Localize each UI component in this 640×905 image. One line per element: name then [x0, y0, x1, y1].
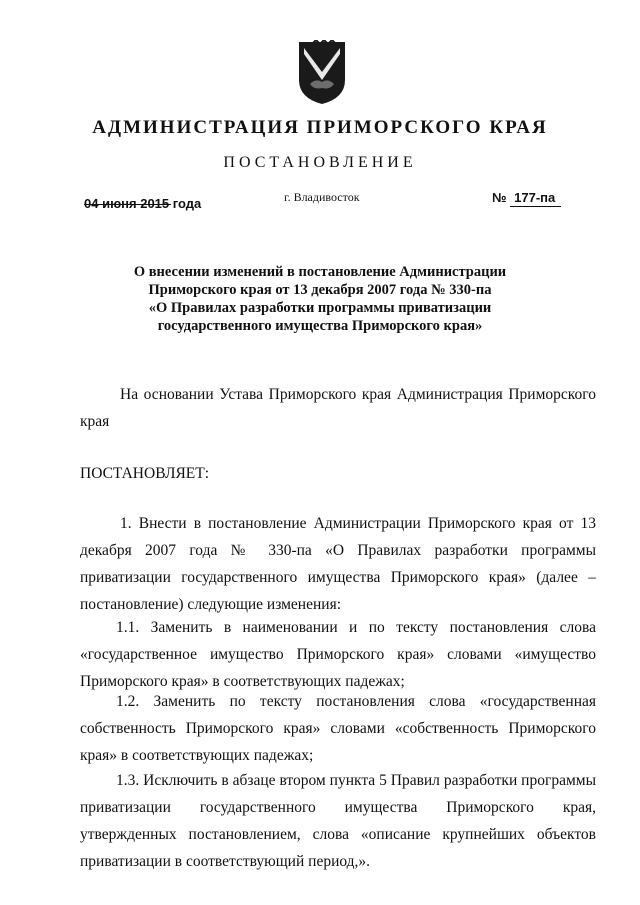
item-1-1: 1.1. Заменить в наименовании и по тексту постановления слова «государственное имущество Приморского края» словами «имущество Приморского края» в соответствующих падежах;: [80, 619, 596, 690]
basis-paragraph: На основании Устава Приморского края Администрация Приморского края: [80, 386, 596, 430]
date-text: 04 июня 2015 года: [84, 196, 202, 211]
document-number: [492, 190, 561, 207]
title-line: государственного имущества Приморского края»: [157, 318, 483, 334]
number-prefix: №: [492, 190, 507, 205]
title-line: Приморского края от 13 декабря 2007 года № 330-па: [148, 282, 492, 298]
title-line: О внесении изменений в постановление Администрации: [133, 264, 507, 280]
document-title: [0, 263, 640, 335]
resolves-heading: ПОСТАНОВЛЯЕТ:: [80, 465, 210, 482]
item-1-2: 1.2. Заменить по тексту постановления слова «государственная собственность Приморского края» словами «собственность Приморского края» в соответствующих падежах;: [80, 693, 596, 764]
item-1: 1. Внести в постановление Администрации Приморского края от 13 декабря 2007 года № 330-па «О Правилах разработки программы приватизации государственного имущества Приморского края» (далее – постановление) следующие изменения:: [80, 515, 596, 613]
number-value: 177-па: [510, 190, 561, 207]
document-type: ПОСТАНОВЛЕНИЕ: [223, 154, 417, 171]
title-line: «О Правилах разработки программы приватизации: [148, 300, 492, 316]
date-strike-line: [84, 204, 171, 205]
document-date: [84, 196, 201, 211]
item-1-3: 1.3. Исключить в абзаце втором пункта 5 Правил разработки программы приватизации государственного имущества Приморского края, утвержденных постановлением, слова «описание крупнейших объектов приватизации в соответствующий период,».: [80, 772, 596, 870]
organization-name: АДМИНИСТРАЦИЯ ПРИМОРСКОГО КРАЯ: [92, 117, 548, 138]
city: г. Владивосток: [284, 190, 360, 204]
coat-of-arms-icon: [296, 40, 348, 106]
